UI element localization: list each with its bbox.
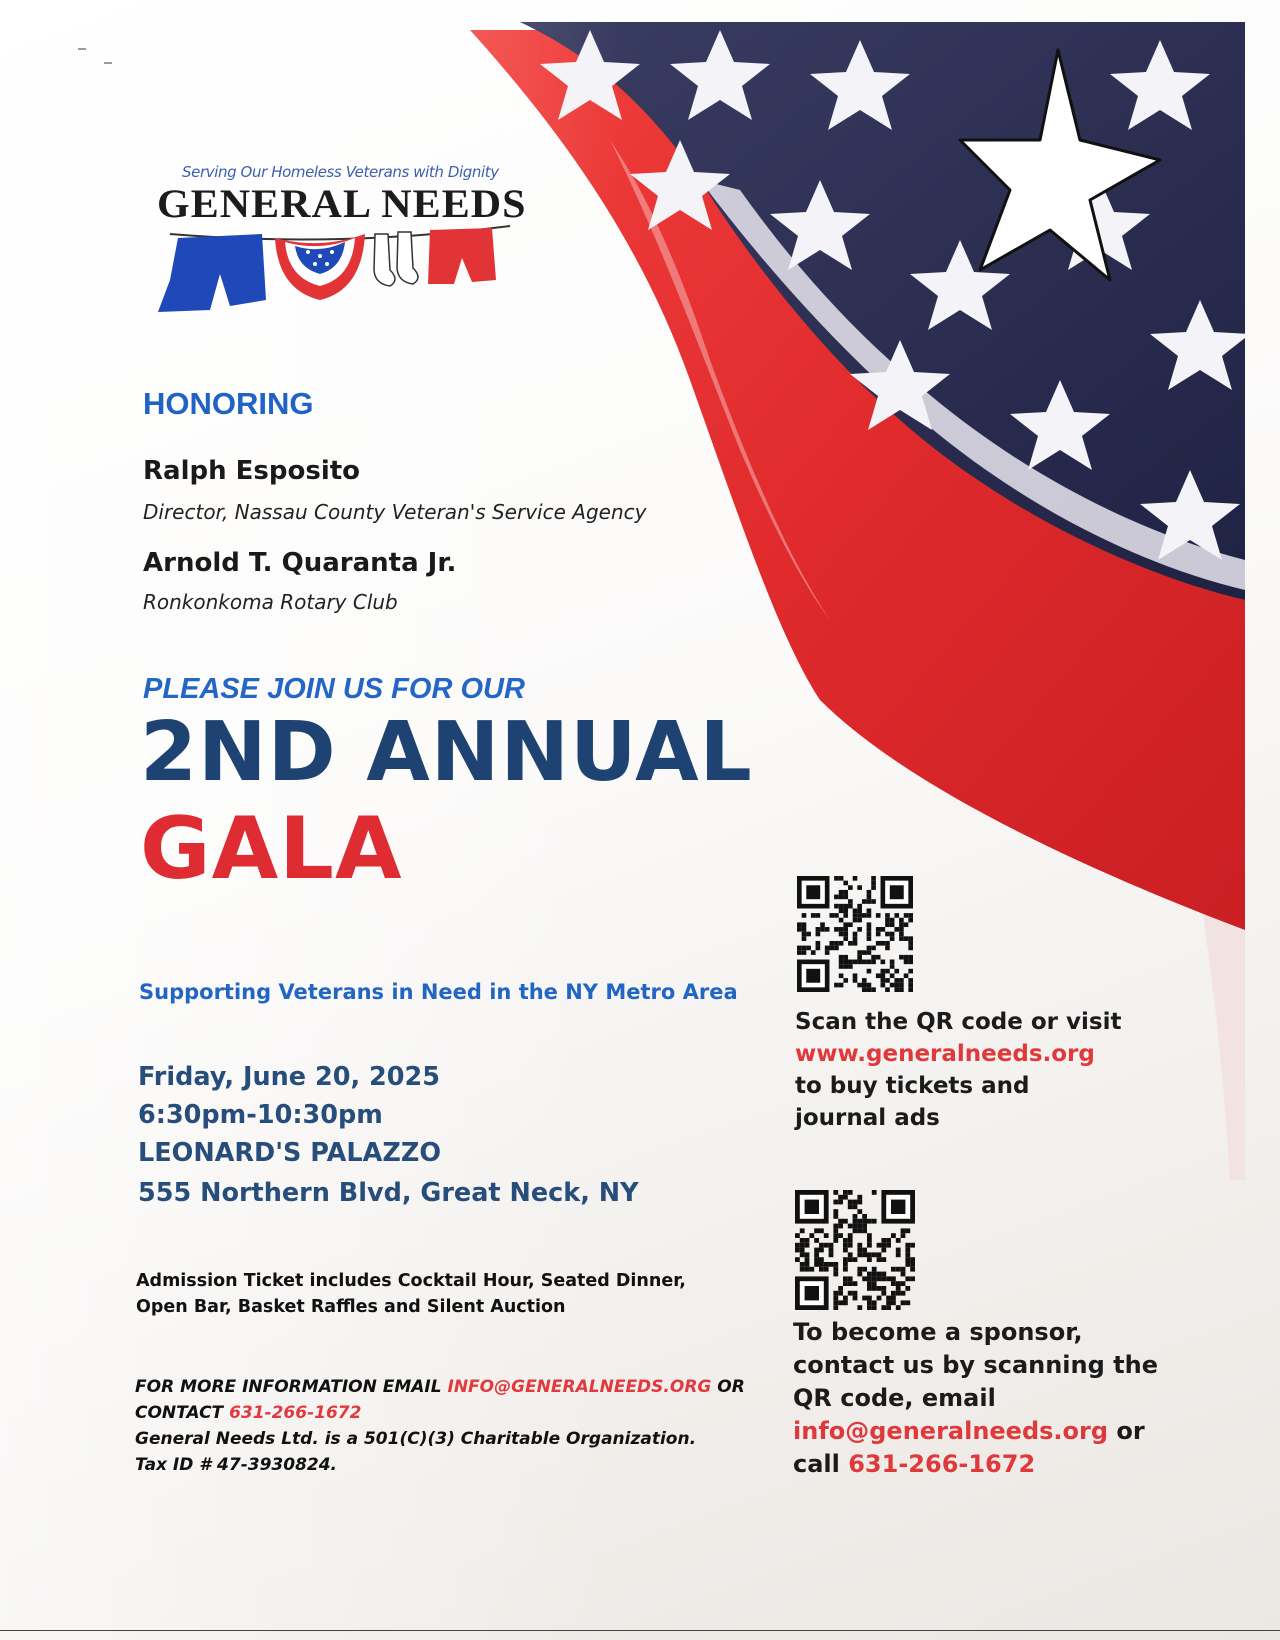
sponsor-phone-link[interactable]: 631-266-1672 [848, 1450, 1036, 1478]
sponsor-line: contact us by scanning the [793, 1351, 1158, 1379]
qr-code-icon[interactable] [793, 1190, 917, 1310]
tickets-text [795, 1006, 1121, 1134]
sponsor-email-line [793, 1415, 1158, 1448]
info-prefix: FOR MORE INFORMATION EMAIL [135, 1377, 448, 1397]
info-phone-link[interactable]: 631-266-1672 [229, 1403, 362, 1423]
honoree-role: Director, Nassau County Veteran's Service Agency [143, 500, 647, 524]
info-tax-id: Tax ID # 47-3930824. [135, 1455, 338, 1475]
info-charity: General Needs Ltd. is a 501(C)(3) Charitable Organization. [135, 1429, 697, 1449]
tickets-line: Scan the QR code or visit [795, 1009, 1122, 1035]
clothesline-bunting-icon [150, 220, 530, 320]
admission-line: Open Bar, Basket Raffles and Silent Auction [136, 1297, 566, 1317]
invite-event: GALA [140, 799, 403, 899]
sponsor-line: QR code, email [793, 1384, 996, 1412]
sponsor-line: To become a sponsor, [793, 1318, 1083, 1346]
honoring-heading: HONORING [143, 386, 314, 421]
sponsor-email-link[interactable]: info@generalneeds.org [793, 1417, 1109, 1445]
admission-line: Admission Ticket includes Cocktail Hour, Seated Dinner, [136, 1271, 686, 1291]
logo-brand: GENERAL NEEDS [157, 181, 527, 226]
event-venue: LEONARD'S PALAZZO [138, 1138, 441, 1168]
sponsor-or: or [1108, 1417, 1145, 1445]
admission-text [136, 1268, 686, 1320]
honoree-name: Arnold T. Quaranta Jr. [143, 548, 457, 578]
honoree-name: Ralph Esposito [143, 456, 361, 486]
tickets-url-link[interactable]: www.generalneeds.org [795, 1041, 1095, 1067]
event-date: Friday, June 20, 2025 [138, 1062, 440, 1092]
invite-lead: PLEASE JOIN US FOR OUR [143, 673, 525, 705]
tickets-line: to buy tickets and [795, 1073, 1030, 1099]
info-block [135, 1374, 745, 1478]
scan-mark [78, 48, 86, 50]
invite-title: 2ND ANNUAL [140, 705, 753, 800]
logo-tagline: Serving Our Homeless Veterans with Dignity [182, 163, 499, 181]
sponsor-call: call [793, 1450, 849, 1478]
info-email-link[interactable]: INFO@GENERALNEEDS.ORG [447, 1377, 712, 1397]
tickets-line: journal ads [795, 1105, 940, 1131]
qr-code-icon[interactable] [795, 876, 915, 992]
page-edge [0, 1630, 1280, 1631]
event-time: 6:30pm-10:30pm [138, 1100, 383, 1130]
info-email-line [135, 1374, 745, 1400]
info-contact-line [135, 1400, 745, 1426]
mission-statement: Supporting Veterans in Need in the NY Metro Area [139, 980, 738, 1004]
event-address: 555 Northern Blvd, Great Neck, NY [138, 1178, 639, 1208]
sponsor-text [793, 1316, 1158, 1481]
scan-mark [104, 62, 112, 64]
honoree-role: Ronkonkoma Rotary Club [143, 590, 398, 614]
sponsor-call-line [793, 1448, 1158, 1481]
info-contact-prefix: CONTACT [135, 1403, 230, 1423]
info-or: OR [711, 1377, 745, 1397]
